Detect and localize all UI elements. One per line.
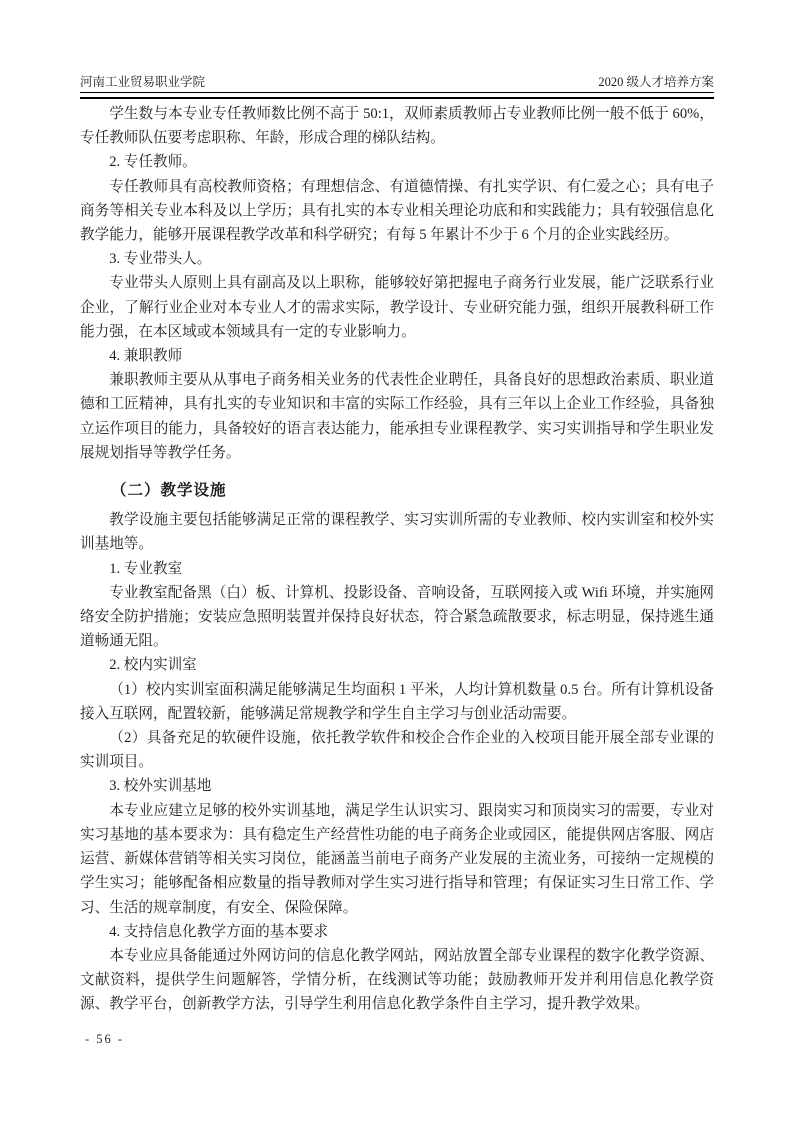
section-heading: （二）教学设施 <box>111 482 227 500</box>
paragraph: 3. 校外实训基地 <box>109 778 212 795</box>
paragraph: 3. 专业带头人。 <box>109 251 212 268</box>
header-program-title: 2020 级人才培养方案 <box>598 75 714 89</box>
paragraph: 本专业应建立足够的校外实训基地，满足学生认识实习、跟岗实习和顶岗实习的需要，专业对实习基地的基本要求为：具有稳定生产经营性功能的电子商务企业或园区，能提供网店客服、网店运营、新媒体营销等相关实习岗位，能涵盖当前电子商务产业发展的主流业务，可接纳一定规模的学生实习；能够配备相应数量的指导教师对学生实习进行指导和管理；有保证实习生日常工作、学习、生活的规章制度，有安全、保险保障。 <box>80 802 714 916</box>
paragraph: 2. 专任教师。 <box>109 154 197 171</box>
header-rule-thick-line <box>80 97 714 100</box>
paragraph: 2. 校内实训室 <box>109 657 197 674</box>
paragraph: 1. 专业教室 <box>109 560 183 577</box>
paragraph: 兼职教师主要从从事电子商务相关业务的代表性企业聘任，具备良好的思想政治素质、职业道德和工匠精神，具有扎实的专业知识和丰富的实际工作经验，具有三年以上企业工作经验，具备独立运作项目的能力，具备较好的语言表达能力，能承担专业课程教学、实习实训指导和学生职业发展规划指导等教学任务。 <box>80 372 714 461</box>
paragraph: 学生数与本专业专任教师数比例不高于 50:1，双师素质教师占专业教师比例一般不低于 60%，专任教师队伍要考虑职称、年龄，形成合理的梯队结构。 <box>80 106 714 147</box>
document-body <box>80 102 714 1017</box>
paragraph: （2）具备充足的软硬件设施，依托教学软件和校企合作企业的入校项目能开展全部专业课的实训项目。 <box>80 730 714 771</box>
paragraph: 4. 支持信息化教学方面的基本要求 <box>109 923 329 940</box>
header-school-name: 河南工业贸易职业学院 <box>80 75 206 89</box>
paragraph: （1）校内实训室面积满足能够满足生均面积 1 平米，人均计算机数量 0.5 台。所有计算机设备接入互联网，配置较新，能够满足常规教学和学生自主学习与创业活动需要。 <box>80 681 714 722</box>
paragraph: 教学设施主要包括能够满足正常的课程教学、实习实训所需的专业教师、校内实训室和校外实训基地等。 <box>80 512 714 553</box>
header-rule-thin-line <box>80 92 714 93</box>
page-header <box>80 74 714 90</box>
page-number: - 56 - <box>85 1032 125 1046</box>
header-rule <box>80 92 714 99</box>
paragraph: 专业带头人原则上具有副高及以上职称，能够较好第把握电子商务行业发展，能广泛联系行业企业，了解行业企业对本专业人才的需求实际，教学设计、专业研究能力强，组织开展教科研工作能力强，在本区域或本领域具有一定的专业影响力。 <box>80 275 714 340</box>
page-footer <box>85 1032 124 1047</box>
paragraph: 专任教师具有高校教师资格；有理想信念、有道德情操、有扎实学识、有仁爱之心；具有电子商务等相关专业本科及以上学历；具有扎实的本专业相关理论功底和和实践能力；具有较强信息化教学能力，能够开展课程教学改革和科学研究；有每 5 年累计不少于 6 个月的企业实践经历。 <box>80 178 714 244</box>
paragraph: 4. 兼职教师 <box>109 348 183 365</box>
paragraph: 本专业应具备能通过外网访问的信息化教学网站，网站放置全部专业课程的数字化教学资源、文献资料，提供学生问题解答，学情分析，在线测试等功能；鼓励教师开发并利用信息化教学资源、教学平台，创新教学方法，引导学生利用信息化教学条件自主学习，提升教学效果。 <box>80 947 714 1013</box>
paragraph: 专业教室配备黑（白）板、计算机、投影设备、音响设备，互联网接入或 Wifi 环境，并实施网络安全防护措施；安装应急照明装置并保持良好状态，符合紧急疏散要求，标志明显，保持逃生通道畅通无阻。 <box>80 584 714 650</box>
